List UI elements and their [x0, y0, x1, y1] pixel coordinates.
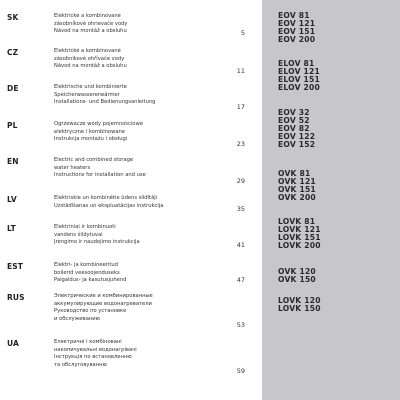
model-group-ovk	[278, 170, 316, 202]
entry-description: Elektrické a kombinované zásobníkové ohrievače vody Návod na montáž a obsluhu	[54, 13, 128, 35]
entry-description: Elektri- ja kombineeritud boilerid veesoojenduseks Paigaldus- ja kasutusjuhend	[54, 262, 127, 284]
model-name: OVK 81	[278, 169, 311, 178]
model-name: EOV 82	[278, 124, 310, 133]
model-name: OVK 151	[278, 185, 316, 194]
page-number: 11	[236, 67, 245, 75]
entry-description: Ogrzewacze wody pojemnościowe elektryczne i kombinowane Instrukcja montażu i obsługi	[54, 121, 143, 143]
language-code: DE	[7, 84, 19, 93]
model-name: EOV 151	[278, 27, 316, 36]
page-number: 53	[236, 321, 245, 329]
model-group-eov-small	[278, 109, 315, 149]
model-group-lovk-120	[278, 297, 321, 313]
page-number: 5	[240, 29, 245, 37]
model-group-lovk	[278, 218, 321, 250]
model-name: EOV 122	[278, 132, 316, 141]
page-number: 47	[236, 276, 245, 284]
entry-description: Elektriskie un kombinētie ūdens sildītāji Uzstādīšanas un ekspluatācijas instrukcija	[54, 195, 164, 209]
entry-description: Elektrické a kombinované zásobníkové ohřívače vody Návod na montáž a obsluhu	[54, 48, 127, 70]
model-name: LOVK 150	[278, 304, 321, 313]
language-code: EN	[7, 157, 19, 166]
model-name: EOV 52	[278, 116, 310, 125]
model-name: ELOV 151	[278, 75, 320, 84]
model-name: OVK 150	[278, 275, 316, 284]
language-code: RUS	[7, 293, 25, 302]
model-group-ovk-120	[278, 268, 316, 284]
model-name: LOVK 120	[278, 296, 321, 305]
model-group-eov	[278, 12, 315, 44]
model-name: LOVK 200	[278, 241, 321, 250]
entry-description: Електричні і комбіновані накопичувальні водонагрівачі Інструкція по встановленню та обслуговуванню	[54, 339, 137, 368]
language-code: EST	[7, 262, 23, 271]
language-code: SK	[7, 13, 19, 22]
model-name: OVK 200	[278, 193, 316, 202]
model-name: ELOV 81	[278, 59, 315, 68]
language-code: PL	[7, 121, 18, 130]
page-number: 35	[236, 205, 245, 213]
language-code: UA	[7, 339, 19, 348]
model-name: EOV 152	[278, 140, 316, 149]
page-number: 41	[236, 241, 245, 249]
model-name: OVK 120	[278, 267, 316, 276]
model-name: LOVK 81	[278, 217, 316, 226]
model-name: ELOV 200	[278, 83, 320, 92]
model-name: EOV 200	[278, 35, 316, 44]
language-code: CZ	[7, 48, 19, 57]
model-group-elov	[278, 60, 320, 92]
model-name: LOVK 121	[278, 225, 321, 234]
model-list-panel	[262, 0, 400, 400]
page-number: 23	[236, 140, 245, 148]
model-name: OVK 121	[278, 177, 316, 186]
entry-description: Electric and combined storage water heaters Instructions for installation and use	[54, 157, 146, 179]
model-name: LOVK 151	[278, 233, 321, 242]
entry-description: Elektrische und kombinierte Speicherwassererwärmer Installations- und Bedienungsanleitung	[54, 84, 156, 106]
page-number: 29	[236, 177, 245, 185]
model-name: EOV 81	[278, 11, 310, 20]
language-code: LV	[7, 195, 17, 204]
model-name: EOV 121	[278, 19, 316, 28]
model-name: EOV 32	[278, 108, 310, 117]
model-name: ELOV 121	[278, 67, 320, 76]
language-code: LT	[7, 224, 16, 233]
entry-description: Elektriniai ir kombinuoti vandens šildytuvai Įrengimo ir naudojimo instrukcija	[54, 224, 140, 246]
entry-description: Электрические и комбинированные аккумулирующие водонагреватели Руководство по установке и обслуживанию	[54, 293, 153, 322]
page-number: 59	[236, 367, 245, 375]
page-number: 17	[236, 103, 245, 111]
